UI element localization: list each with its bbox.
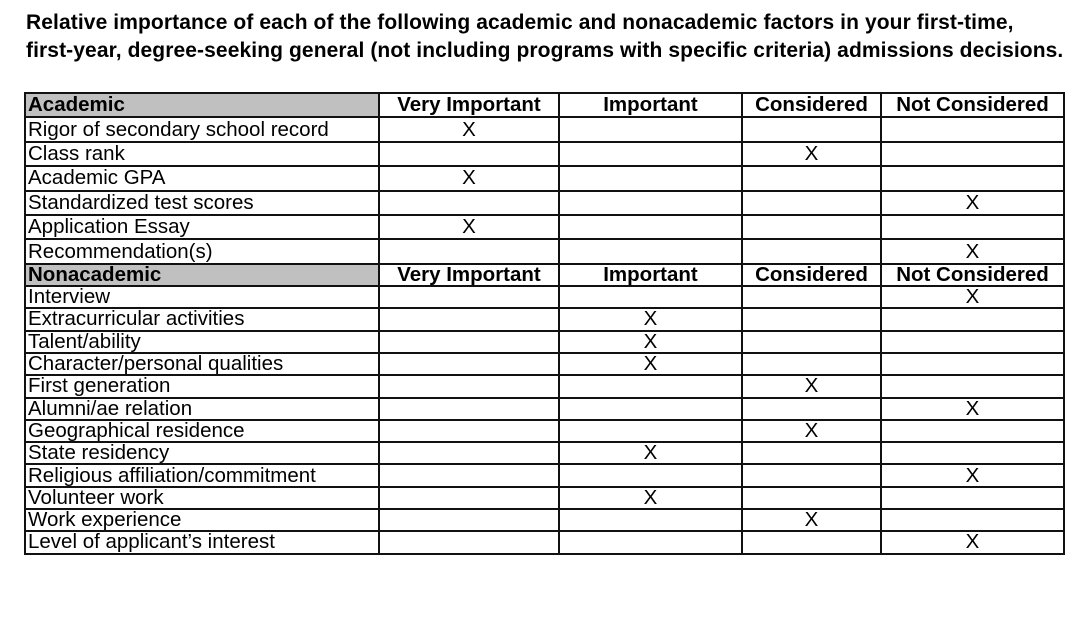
- factor-label: State residency: [25, 442, 379, 464]
- factor-row: [25, 509, 1064, 531]
- importance-mark-cell: [559, 239, 742, 263]
- importance-mark-cell: [379, 239, 559, 263]
- importance-mark-cell: X: [881, 464, 1064, 486]
- importance-mark-cell: [742, 117, 881, 141]
- factor-label: Talent/ability: [25, 331, 379, 353]
- factor-row: [25, 308, 1064, 330]
- factor-row: [25, 442, 1064, 464]
- importance-mark-cell: [559, 420, 742, 442]
- importance-mark-cell: [379, 191, 559, 215]
- importance-mark-cell: [881, 142, 1064, 166]
- importance-mark-cell: [379, 308, 559, 330]
- factor-label: Academic GPA: [25, 166, 379, 190]
- section-label: Nonacademic: [25, 264, 379, 286]
- column-header: Very Important: [379, 93, 559, 117]
- importance-mark-cell: X: [379, 166, 559, 190]
- factor-row: [25, 353, 1064, 375]
- importance-mark-cell: [881, 166, 1064, 190]
- importance-mark-cell: [559, 142, 742, 166]
- factor-label: Level of applicant’s interest: [25, 531, 379, 553]
- importance-mark-cell: [379, 331, 559, 353]
- importance-mark-cell: [742, 191, 881, 215]
- factor-row: [25, 531, 1064, 553]
- importance-mark-cell: [379, 509, 559, 531]
- factor-row: [25, 487, 1064, 509]
- importance-mark-cell: X: [742, 142, 881, 166]
- importance-mark-cell: [559, 215, 742, 239]
- importance-mark-cell: X: [559, 353, 742, 375]
- importance-mark-cell: X: [379, 215, 559, 239]
- importance-mark-cell: X: [881, 286, 1064, 308]
- importance-mark-cell: [379, 286, 559, 308]
- document-title: Relative importance of each of the following academic and nonacademic factors in your first-time, first-year, degree-seeking general (not including programs with specific criteria) admissions decisions.: [26, 11, 1064, 62]
- factor-label: Extracurricular activities: [25, 308, 379, 330]
- factor-row: [25, 398, 1064, 420]
- importance-mark-cell: [881, 487, 1064, 509]
- importance-mark-cell: [379, 375, 559, 397]
- section-header-row: [25, 93, 1064, 117]
- factor-row: [25, 375, 1064, 397]
- importance-mark-cell: [379, 353, 559, 375]
- factor-label: Volunteer work: [25, 487, 379, 509]
- importance-mark-cell: X: [559, 442, 742, 464]
- importance-mark-cell: [742, 464, 881, 486]
- factor-label: Geographical residence: [25, 420, 379, 442]
- importance-mark-cell: [742, 353, 881, 375]
- factor-label: First generation: [25, 375, 379, 397]
- importance-mark-cell: X: [559, 331, 742, 353]
- importance-mark-cell: [742, 166, 881, 190]
- importance-mark-cell: [742, 286, 881, 308]
- importance-mark-cell: [559, 398, 742, 420]
- importance-mark-cell: [559, 375, 742, 397]
- importance-mark-cell: [379, 420, 559, 442]
- importance-mark-cell: [881, 308, 1064, 330]
- factor-label: Religious affiliation/commitment: [25, 464, 379, 486]
- importance-mark-cell: [881, 509, 1064, 531]
- factor-row: [25, 191, 1064, 215]
- column-header: Important: [559, 93, 742, 117]
- factor-label: Interview: [25, 286, 379, 308]
- importance-mark-cell: [742, 531, 881, 553]
- factor-label: Alumni/ae relation: [25, 398, 379, 420]
- importance-mark-cell: [881, 117, 1064, 141]
- importance-mark-cell: [379, 531, 559, 553]
- importance-mark-cell: [559, 509, 742, 531]
- importance-mark-cell: X: [379, 117, 559, 141]
- importance-mark-cell: [742, 215, 881, 239]
- importance-mark-cell: [559, 117, 742, 141]
- importance-mark-cell: X: [742, 420, 881, 442]
- importance-mark-cell: [379, 442, 559, 464]
- factor-label: Recommendation(s): [25, 239, 379, 263]
- importance-mark-cell: X: [742, 375, 881, 397]
- factor-label: Character/personal qualities: [25, 353, 379, 375]
- factor-row: [25, 286, 1064, 308]
- importance-mark-cell: [881, 375, 1064, 397]
- importance-mark-cell: X: [559, 487, 742, 509]
- importance-mark-cell: [559, 166, 742, 190]
- importance-mark-cell: X: [881, 531, 1064, 553]
- factor-label: Class rank: [25, 142, 379, 166]
- importance-mark-cell: [742, 442, 881, 464]
- factor-row: [25, 215, 1064, 239]
- admission-factors-table: [24, 92, 1065, 555]
- importance-mark-cell: [559, 286, 742, 308]
- factor-row: [25, 166, 1064, 190]
- factor-row: [25, 142, 1064, 166]
- importance-mark-cell: [742, 308, 881, 330]
- factor-label: Application Essay: [25, 215, 379, 239]
- importance-mark-cell: [881, 331, 1064, 353]
- importance-mark-cell: X: [559, 308, 742, 330]
- importance-mark-cell: [379, 487, 559, 509]
- column-header: Very Important: [379, 264, 559, 286]
- importance-mark-cell: [742, 239, 881, 263]
- section-header-row: [25, 264, 1064, 286]
- importance-mark-cell: [742, 331, 881, 353]
- importance-mark-cell: [881, 215, 1064, 239]
- column-header: Considered: [742, 93, 881, 117]
- factor-row: [25, 420, 1064, 442]
- factor-label: Work experience: [25, 509, 379, 531]
- factor-row: [25, 331, 1064, 353]
- importance-mark-cell: [379, 398, 559, 420]
- importance-mark-cell: [881, 442, 1064, 464]
- factor-row: [25, 464, 1064, 486]
- factor-row: [25, 117, 1064, 141]
- column-header: Not Considered: [881, 264, 1064, 286]
- section-label: Academic: [25, 93, 379, 117]
- factor-label: Rigor of secondary school record: [25, 117, 379, 141]
- column-header: Not Considered: [881, 93, 1064, 117]
- importance-mark-cell: X: [742, 509, 881, 531]
- importance-mark-cell: [559, 191, 742, 215]
- factor-label: Standardized test scores: [25, 191, 379, 215]
- importance-mark-cell: X: [881, 398, 1064, 420]
- column-header: Considered: [742, 264, 881, 286]
- importance-mark-cell: [742, 487, 881, 509]
- importance-mark-cell: [559, 531, 742, 553]
- importance-mark-cell: [881, 420, 1064, 442]
- importance-mark-cell: [881, 353, 1064, 375]
- importance-mark-cell: [379, 142, 559, 166]
- importance-mark-cell: [742, 398, 881, 420]
- importance-mark-cell: X: [881, 191, 1064, 215]
- importance-mark-cell: [379, 464, 559, 486]
- column-header: Important: [559, 264, 742, 286]
- factor-row: [25, 239, 1064, 263]
- importance-mark-cell: [559, 464, 742, 486]
- importance-mark-cell: X: [881, 239, 1064, 263]
